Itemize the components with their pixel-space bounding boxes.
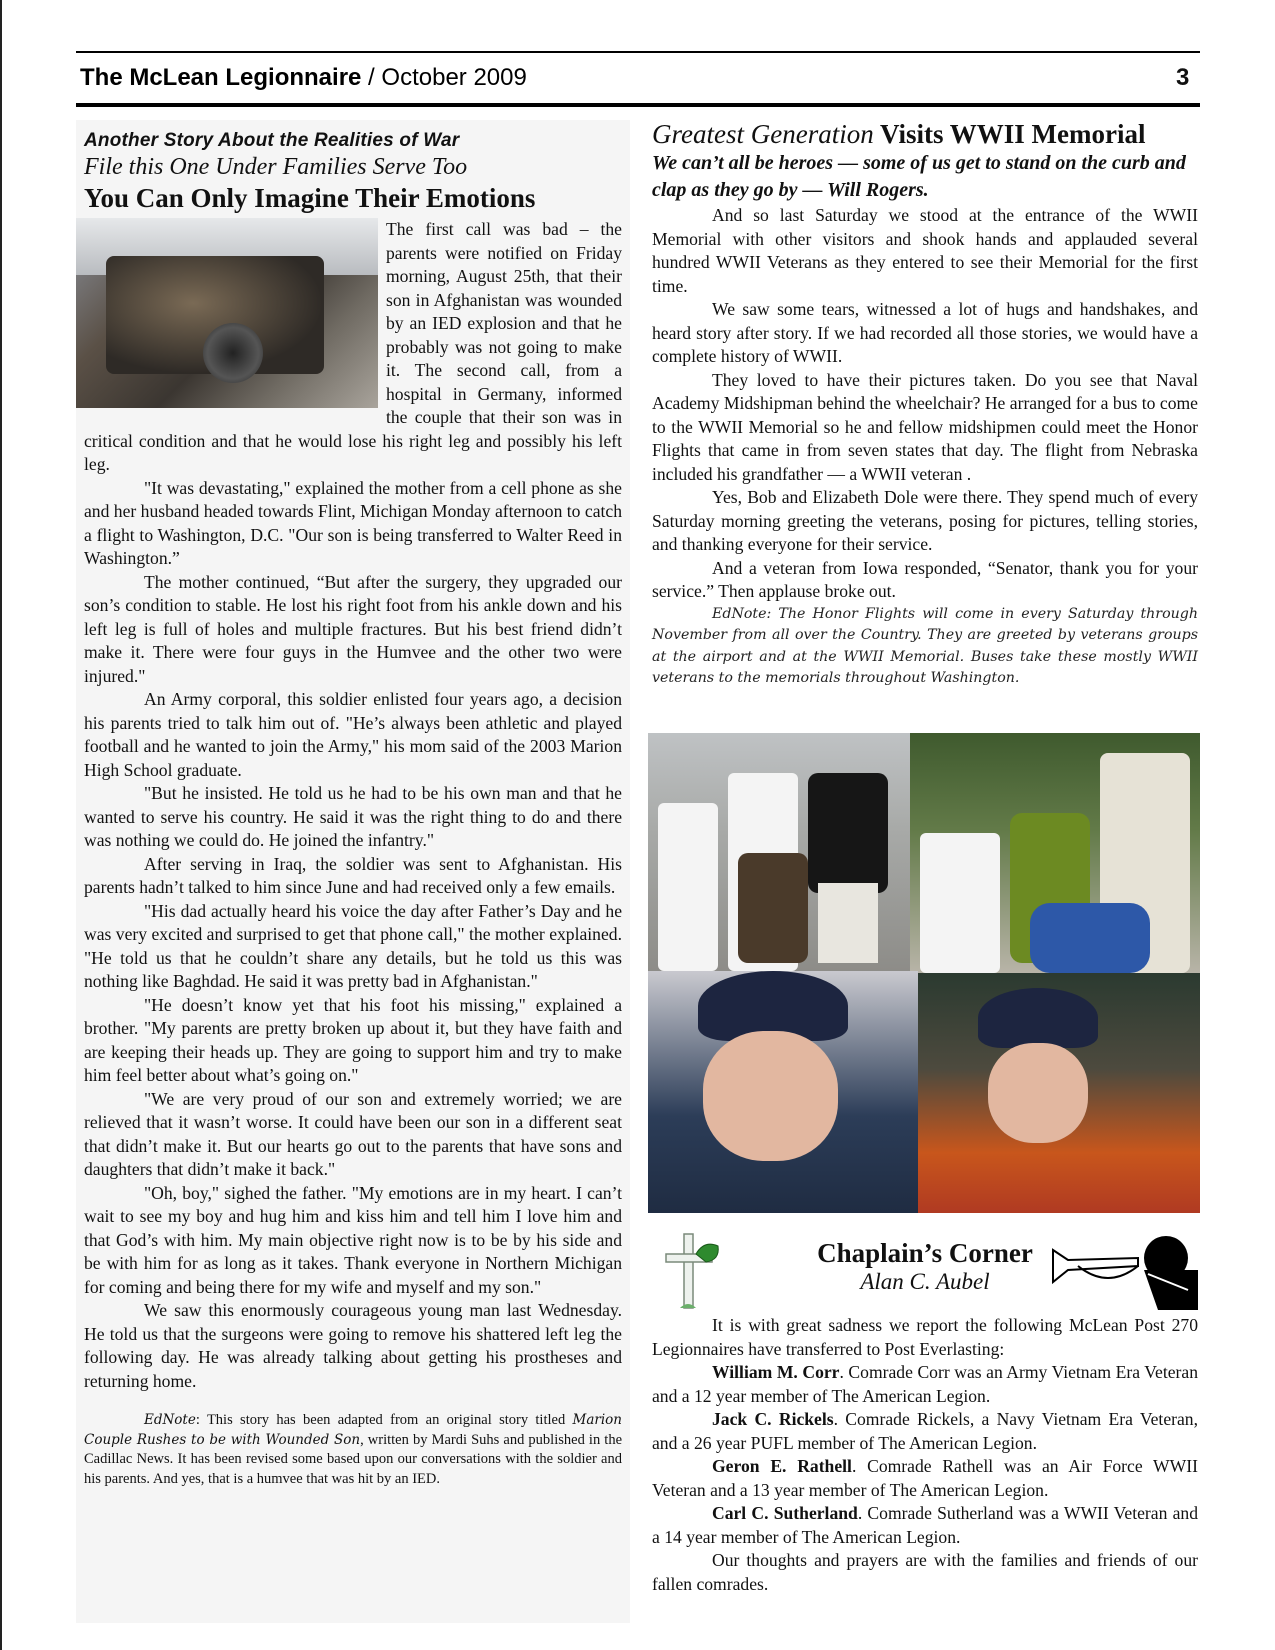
dole-veterans-photo [910, 733, 1200, 973]
midshipmen-wheelchair-photo [648, 733, 910, 971]
member-name: Jack C. Rickels [712, 1409, 834, 1429]
ednote-text: : This story has been adapted from an original story titled [195, 1412, 573, 1428]
editor-note [84, 1411, 622, 1489]
article-subhead: File this One Under Families Serve Too [84, 154, 468, 180]
headline-italic: Greatest Generation [652, 119, 874, 149]
member-name: Carl C. Sutherland [712, 1503, 858, 1523]
paragraph: "Oh, boy," sighed the father. "My emotions are in my heart. I can’t wait to see my boy and hug him and kiss him and tell him I love him and that God’s with him. My main objective right now is to be by his side and be with him for as long as it takes. Thank everyone in Northern Michigan for coming and being there for my wife and myself and my son." [84, 1182, 622, 1297]
member-name: Geron E. Rathell [712, 1456, 852, 1476]
photo-collage [648, 733, 1200, 1213]
left-article [76, 120, 630, 1623]
member-entry [652, 1502, 1198, 1549]
article-kicker: Another Story About the Realities of War [84, 130, 460, 151]
closing-paragraph: Our thoughts and prayers are with the families and friends of our fallen comrades. [652, 1550, 1198, 1594]
paragraph: And so last Saturday we stood at the entrance of the WWII Memorial with other visitors and shook hands and applauded several hundred WWII Veterans as they entered to see their Memorial for the first time. [652, 205, 1198, 296]
paragraph: And a veteran from Iowa responded, “Senator, thank you for your service.” Then applause broke out. [652, 557, 1198, 601]
paragraph: We saw some tears, witnessed a lot of hugs and handshakes, and heard story after story. If we had recorded all those stories, we would have a complete history of WWII. [652, 299, 1198, 366]
bugler-icon [1048, 1230, 1198, 1310]
member-text: . Comrade Sutherland was a WWII Veteran and a 14 year member of The American Legion. [652, 1503, 1198, 1547]
infantry-veteran-photo [918, 973, 1200, 1213]
member-text: . Comrade Rickels, a Navy Vietnam Era Veteran, and a 26 year PUFL member of The American Legion. [652, 1409, 1198, 1453]
member-name: William M. Corr [712, 1362, 840, 1382]
source-title: Marion Couple Rushes to be with Wounded Son [84, 1412, 622, 1448]
headline-bold: Visits WWII Memorial [873, 119, 1146, 149]
paragraph: "His dad actually heard his voice the day after Father’s Day and he was very excited and surprised to get that phone call," the mother explained. "He told us that he couldn’t share any details, but he told us this was nothing like Baghdad. He said it was pretty bad in Afghanistan." [84, 900, 622, 991]
member-text: . Comrade Corr was an Army Vietnam Era Veteran and a 12 year member of The American Legion. [652, 1362, 1198, 1406]
member-text: . Comrade Rathell was an Air Force WWII Veteran and a 13 year member of The American Legion. [652, 1456, 1198, 1500]
article-headline [652, 118, 1198, 150]
paragraph: "He doesn’t know yet that his foot his missing," explained a brother. "My parents are pretty broken up about it, but they have faith and are keeping their heads up. They are going to support him and try to make him feel better about what’s going on." [84, 994, 622, 1085]
paragraph: "We are very proud of our son and extremely worried; we are relieved that it wasn’t worse. It could have been our son in a different seat that didn’t make it. But our hearts go out to the parents that have sons and daughters that didn’t make it back." [84, 1088, 622, 1179]
header-rule-bottom [76, 103, 1200, 107]
cross-with-helmet-icon [662, 1232, 722, 1310]
right-article [652, 118, 1198, 690]
chaplain-body [652, 1314, 1198, 1596]
intro-paragraph: It is with great sadness we report the following McLean Post 270 Legionnaires have transferred to Post Everlasting: [652, 1315, 1198, 1359]
article-body [652, 204, 1198, 604]
ednote-text: , written by Mardi Suhs and published in the Cadillac News. It has been revised some based upon our conversations with the soldier and his parents. And yes, that is a humvee that was hit by an IED. [84, 1431, 622, 1487]
article-body [84, 218, 622, 1393]
paragraph: An Army corporal, this soldier enlisted four years ago, a decision his parents tried to talk him out of. "He’s always been athletic and played football and he wanted to join the Army," his mom said of the 2003 Marion High School graduate. [84, 689, 622, 780]
section-title: Chaplain’s Corner [817, 1238, 1033, 1268]
header-rule-top [76, 51, 1200, 53]
paragraph: "But he insisted. He told us he had to be his own man and that he wanted to serve his country. He said it was the right thing to do and there was nothing we could do. He joined the infantry." [84, 783, 622, 850]
publication-title: The McLean Legionnaire [80, 64, 362, 91]
issue-date: October 2009 [381, 64, 527, 91]
paragraph: Yes, Bob and Elizabeth Dole were there. They spend much of every Saturday morning greeting the veterans, posing for pictures, telling stories, and thanking everyone for their service. [652, 487, 1198, 554]
paragraph: The first call was bad – the parents were notified on Friday morning, August 25th, that their son in Afghanistan was wounded by an IED explosion and that he probably was not going to make it. The second call, from a hospital in Germany, informed the couple that their son was in critical condition and that he would lose his right leg and possibly his left leg. [84, 219, 622, 474]
masthead [80, 64, 527, 92]
paragraph: The mother continued, “But after the surgery, they upgraded our son’s condition to stable. He lost his right foot from his ankle down and his left leg is full of holes and multiple fractures. But his best friend didn’t make it. There were four guys in the Humvee and the other two were injured." [84, 571, 622, 686]
uss-moctobi-veteran-photo [648, 971, 918, 1213]
paragraph: "It was devastating," explained the mother from a cell phone as she and her husband headed towards Flint, Michigan Monday afternoon to catch a flight to Washington, D.C. "Our son is being transferred to Walter Reed in Washington.” [84, 477, 622, 568]
article-headline: You Can Only Imagine Their Emotions [84, 183, 536, 213]
member-entry [652, 1361, 1198, 1408]
member-entry [652, 1408, 1198, 1455]
paragraph: They loved to have their pictures taken. Do you see that Naval Academy Midshipman behind the wheelchair? He arranged for a bus to come to the WWII Memorial so he and fellow midshipmen could meet the Honor Flights that came in from seven states that day. The flight from Nebraska included his grandfather — a WWII veteran . [652, 369, 1198, 484]
masthead-separator: / [361, 64, 382, 91]
editor-note [652, 604, 1198, 690]
paragraph: After serving in Iraq, the soldier was sent to Afghanistan. His parents hadn’t talked to him since June and had received only a few emails. [84, 853, 622, 897]
ednote-label: EdNote [144, 1412, 196, 1428]
article-quote: We can’t all be heroes — some of us get to stand on the curb and clap as they go by — Will Rogers. [652, 152, 1186, 201]
chaplains-corner [652, 1230, 1198, 1596]
page-number: 3 [1176, 64, 1190, 91]
paragraph: We saw this enormously courageous young man last Wednesday. He told us that the surgeons were going to remove his shattered left leg the following day. He was already talking about getting his prostheses and returning home. [84, 1300, 622, 1391]
section-author: Alan C. Aubel [860, 1269, 990, 1294]
page-edge [0, 0, 2, 1650]
burned-humvee-photo [76, 218, 378, 408]
ednote-text: EdNote: The Honor Flights will come in every Saturday through November from all over the Country. They are greeted by veterans groups at the airport and at the WWII Memorial. Buses take these mostly WWII veterans to the memorials throughout Washington. [652, 605, 1198, 686]
member-entry [652, 1455, 1198, 1502]
